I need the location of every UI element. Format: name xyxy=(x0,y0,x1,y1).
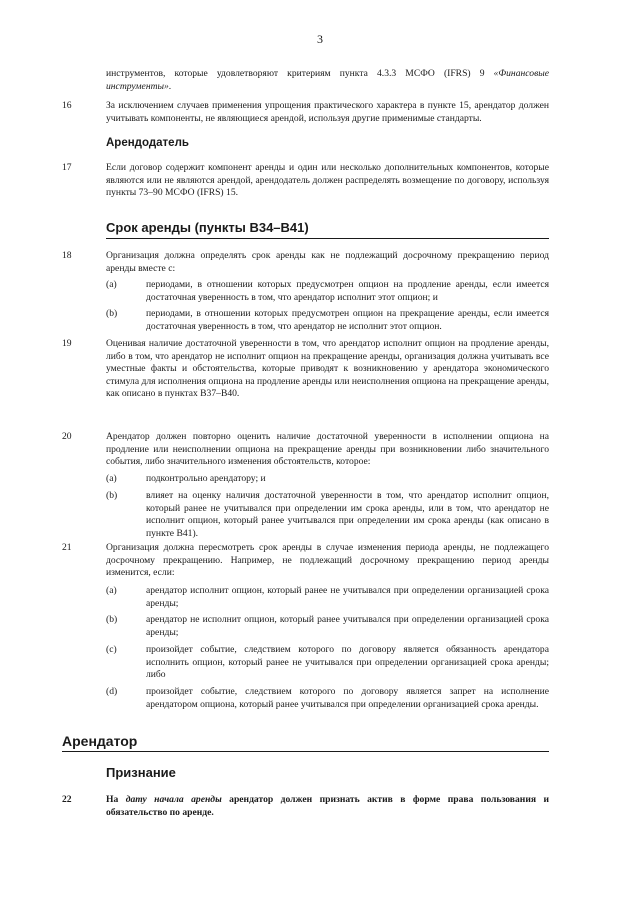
intro-text: инструментов, которые удовлетворяют критериям пункта 4.3.3 МСФО (IFRS) 9 xyxy=(106,68,494,79)
intro-italic-title: «Финансовые инструменты» xyxy=(106,68,549,92)
paragraph-number: 17 xyxy=(62,162,72,173)
list-item-text: периодами, в отношении которых предусмотрен опцион на продление аренды, если имеется достаточная уверенность в том, что арендатор исполнит этот опцион; и xyxy=(146,279,549,303)
intro-paragraph xyxy=(106,68,549,93)
list-item-text: влияет на оценку наличия достаточной уверенности в том, что арендатор исполнит опцион, который ранее не учитывался при определении им срока аренды, или в том, что арендатор не исполнит опцион, который ранее учитывался при определении им срока аренды (как описано в пункте B41). xyxy=(146,490,549,539)
paragraph-22-text-start: На xyxy=(106,794,126,805)
list-item-text: арендатор не исполнит опцион, который ранее учитывался при определении организацией срока аренды; xyxy=(146,614,549,638)
paragraph-18-text: Организация должна определять срок аренды как не подлежащий досрочному прекращению период аренды вместе с: xyxy=(106,250,549,274)
paragraph-22-text xyxy=(106,794,549,819)
paragraph-number: 18 xyxy=(62,250,72,261)
list-item-label: (a) xyxy=(106,473,117,484)
paragraph-number: 21 xyxy=(62,542,72,553)
lease-term-heading: Срок аренды (пункты B34–B41) xyxy=(106,220,309,235)
paragraph-number: 16 xyxy=(62,100,72,111)
paragraph-number: 20 xyxy=(62,431,72,442)
list-item-label: (a) xyxy=(106,279,117,290)
list-item-label: (d) xyxy=(106,686,118,697)
defined-term: дату начала аренды xyxy=(125,794,222,805)
list-item-label: (b) xyxy=(106,614,118,625)
heading-underline xyxy=(62,751,549,752)
list-item-label: (b) xyxy=(106,308,118,319)
paragraph-20-text: Арендатор должен повторно оценить наличие достаточной уверенности в исполнении опциона на продление или неисполнении опциона на прекращение аренды при возникновении либо значительного события, либо значительного изменения обстоятельств, которое: xyxy=(106,431,549,468)
recognition-heading: Признание xyxy=(106,765,176,780)
paragraph-number: 19 xyxy=(62,338,72,349)
paragraph-16-text: За исключением случаев применения упрощения практического характера в пункте 15, арендатор должен учитывать компоненты, не являющиеся арендой, используя другие применимые стандарты. xyxy=(106,100,549,124)
page-number: 3 xyxy=(317,32,323,46)
list-item-text: подконтрольно арендатору; и xyxy=(146,473,266,484)
paragraph-22-text-end: арендатор должен признать актив в форме права пользования и обязательство по аренде. xyxy=(106,794,549,818)
heading-underline xyxy=(106,238,549,239)
list-item-text: произойдет событие, следствием которого по договору является запрет на исполнение арендатором опциона, который ранее учитывался при определении организацией срока аренды. xyxy=(146,686,549,710)
list-item-text: арендатор исполнит опцион, который ранее не учитывался при определении организацией срока аренды; xyxy=(146,585,549,609)
list-item-label: (b) xyxy=(106,490,118,501)
paragraph-19-text: Оценивая наличие достаточной уверенности в том, что арендатор исполнит опцион на продление аренды, либо в том, что арендатор не исполнит опцион на прекращение аренды, организация должна учитывать все уместные факты и обстоятельства, которые приводят к возникновению у арендатора экономического стимула для исполнения опциона на продление аренды или неисполнения опциона на прекращение аренды, как описано в пунктах B37–B40. xyxy=(106,338,549,400)
paragraph-17-text: Если договор содержит компонент аренды и один или несколько дополнительных компонентов, которые являются или не являются арендой, арендодатель должен распределять возмещение по договору, используя пункты 73–90 МСФО (IFRS) 15. xyxy=(106,162,549,199)
list-item-text: периодами, в отношении которых предусмотрен опцион на прекращение аренды, если имеется достаточная уверенность в том, что арендатор не исполнит этот опцион. xyxy=(146,308,549,332)
paragraph-21-text: Организация должна пересмотреть срок аренды в случае изменения периода аренды, не подлежащего досрочному прекращению. Например, не подлежащий досрочному прекращению период аренды изменится, если: xyxy=(106,542,549,579)
intro-text-end: . xyxy=(168,80,172,92)
lessee-heading: Арендатор xyxy=(62,733,138,749)
list-item-label: (a) xyxy=(106,585,117,596)
list-item-text: произойдет событие, следствием которого по договору является обязанность арендатора исполнить опцион, который ранее не учитывался при определении организацией срока аренды; либо xyxy=(146,644,549,681)
list-item-label: (c) xyxy=(106,644,117,655)
lessor-heading: Арендодатель xyxy=(106,137,189,149)
paragraph-number: 22 xyxy=(62,794,72,805)
